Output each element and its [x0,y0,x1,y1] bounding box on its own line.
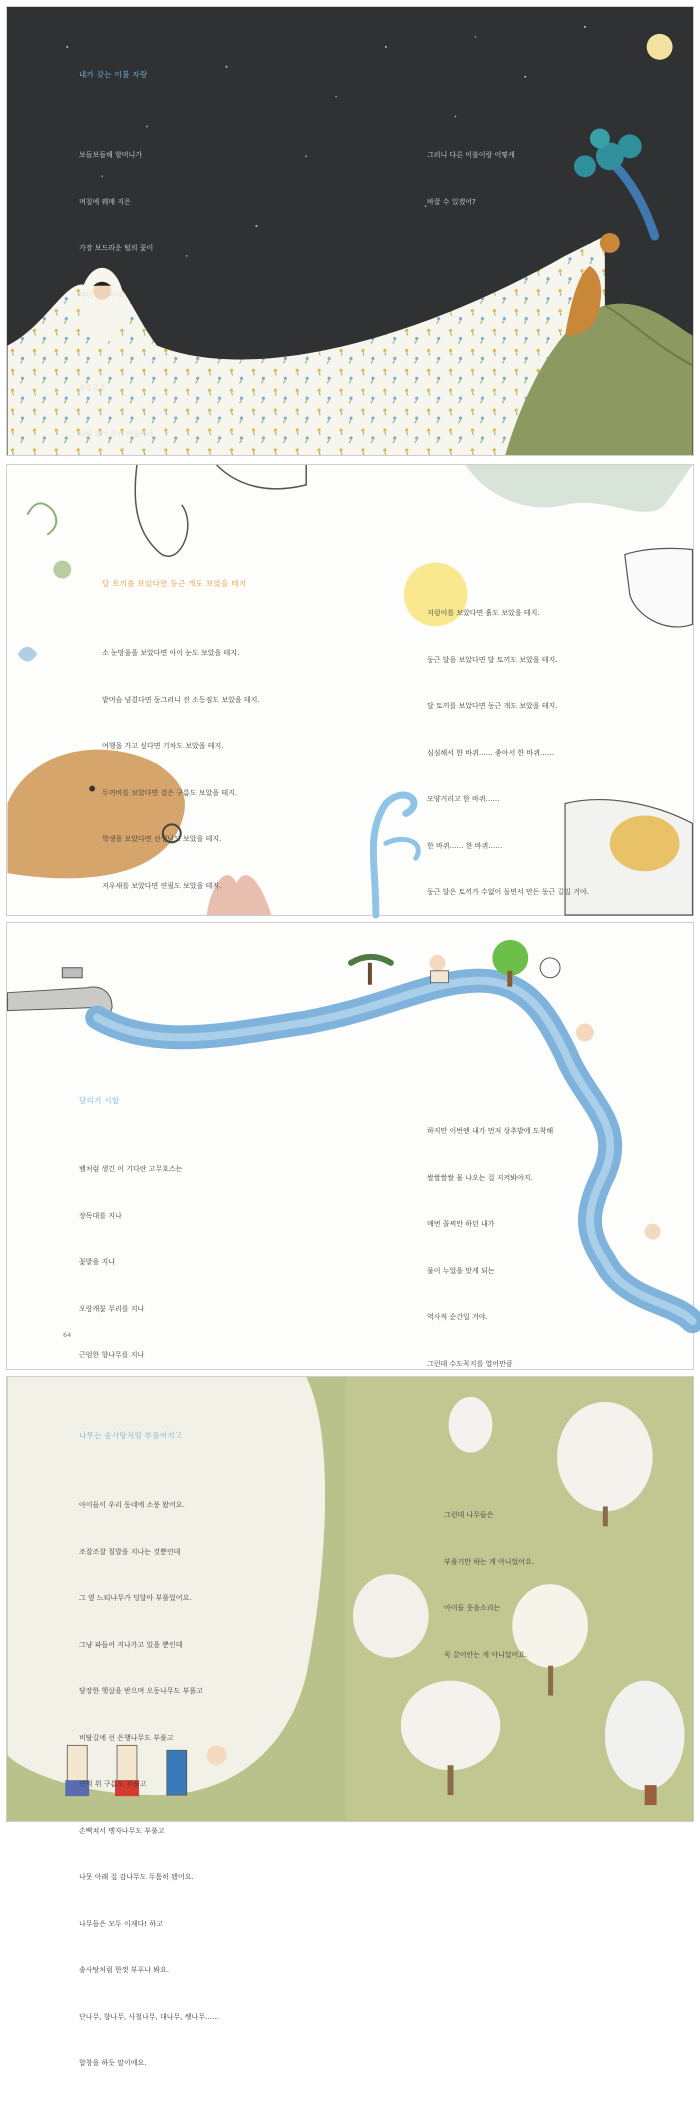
poem-line: 둥근 달을 보았다면 달 토끼도 보았을 테지. [427,655,558,664]
curly-tree [373,795,414,915]
poem-line: 장독대를 지나 [79,1211,122,1220]
puffy-tree [449,1397,493,1453]
vine-left [27,503,56,534]
green-hill [465,465,692,512]
poem-line [79,334,153,350]
poem-left-column [102,615,260,925]
poem-line: 심심해서 한 바퀴…… 좋아서 한 바퀴…… [427,748,555,757]
poem-line: 역사적 순간일 거야. [427,1313,488,1321]
poem-line: 오랑캐꽃 무리를 지나 [79,1304,145,1313]
poem-line: 나를 덮어 주는 이불에서 [79,430,154,438]
poem-line: 하지만 이번엔 내가 먼저 상추밭에 도착해 [427,1127,554,1135]
poem-line: 나뭇 아래 집 감나무도 두툼히 됐어요. [79,1873,194,1881]
poem-right-column [427,117,515,241]
poem-line: 둥근 달은 토끼가 수없이 돌면서 만든 둥근 길일 거야. [427,888,590,896]
kid-swimming [645,1224,661,1240]
kid-sliding [576,1024,594,1042]
poem-line: 지렁이를 보았다면 흙도 보았을 테지. [427,609,540,617]
poem-line: 한 바퀴…… 한 바퀴…… [427,841,503,850]
spread-moon-rabbit-poem [6,464,694,916]
poem-line: 조잘조잘 칠발을 지나는 것뿐인데 [79,1547,181,1556]
poem-line: 뱀처럼 생긴 이 기다란 고무호스는 [79,1165,183,1173]
poem-line: 바꿀 수 있겠어? [427,197,476,206]
poem-line: 물이 누었을 맛게 되는 [427,1266,495,1275]
page-number: 64 [63,1331,72,1339]
poem-line: 나무들은 모두 이제다! 하고 [79,1919,163,1928]
spread-race-poem [6,922,694,1370]
spread-cotton-candy-trees-poem [6,1376,694,2067]
poem-line: 소 눈망울을 보았다면 아이 눈도 보았을 테지. [102,649,240,657]
poem-line: 피던 이불이야. [79,290,125,299]
poem-line: 부풀기만 하는 게 아니었어요. [444,1557,535,1566]
poem-title: 나무는 솜사탕처럼 부풀어지고 [79,1431,183,1440]
running-kid [430,955,446,971]
green-tree [492,940,528,976]
poem-title: 내가 갖는 이불 자랑 [79,70,148,79]
puffy-tree [605,1681,685,1791]
poem-line: 그런데 수도꼭지를 열어만큼 [427,1359,513,1368]
poem-line: 아이들 웃음소리는 [444,1604,501,1612]
poem-title: 달 토끼를 보았다면 둥근 개도 보았을 테지 [102,579,247,588]
puppy [540,958,560,978]
poem-line: 보들보들해 할머니가 [79,151,143,159]
poem-line: 달 토끼를 보았다면 둥근 개도 보았을 테지. [427,702,558,710]
poem-line: 단나무, 향나무, 사철나무, 대나무, 쌩나무…… [79,2012,219,2021]
poem-line: 며칠에 꿰매 지은 [79,197,131,206]
poem-line: 손뼉쳐서 맹자나무도 부풀고 [79,1826,165,1835]
poem-line: 그냥 파들어 지나가고 있을 뿐인데 [79,1640,183,1649]
poem-line: 초롱초롱 [79,383,107,392]
poem-line: 그 옆 느티나무가 덩달아 부풀었어요. [79,1594,192,1602]
poem-right-column [444,1477,534,1694]
poem-line: 가장 보드라운 털의 꽃이 [79,244,154,252]
pine-tree [351,957,391,963]
poem-line: 모양거리고 한 바퀴…… [427,795,500,803]
poem-line: 그러니 다른 이불이랑 어떻게 [427,151,515,159]
polar-bear [625,548,693,627]
poem-line: 근엄한 향나무를 지나 [79,1351,145,1359]
poem-line: 아이들이 우리 동네에 소풍 왔어요. [79,1501,185,1509]
poem-line: 저우새를 보았다면 연필도 보았을 테지. [102,881,222,890]
poem-line: 언덕 위 구름도 부풀고 [79,1780,147,1788]
poem-line: 쌀쌀쌀쌀 물 나오는 걸 지켜봐야지. [427,1173,533,1182]
poem-line: 밭머슴 넘겼다면 둥그러니 진 소등짐도 보았을 테지. [102,695,260,704]
poem-line: 매번 꼴찌만 하던 내가 [427,1220,495,1228]
puffy-tree [557,1402,653,1512]
poem-line: 합창을 하듯 말이에요. [79,2059,147,2067]
poem-title: 달리기 시합 [79,1096,120,1105]
poem-line: 여행을 가고 싶다면 기차도 보았을 테지. [102,742,224,750]
poem-line: 꽃밭을 지나 [79,1258,116,1266]
poem-line: 비탈길에 선 은행나무도 부풀고 [79,1733,174,1742]
moon [647,34,673,60]
poem-line: 꼭 끌어안는 게 아니었어요. [444,1650,528,1659]
poem-left-column [79,1467,219,2103]
poem-line: 담장한 햇살을 받으며 오동나무도 부풀고 [79,1687,203,1695]
poem-line: 그런데 나무들은 [444,1511,494,1519]
spread-quilt-poem [6,6,694,456]
poem-line: 학생을 보았다면 선생님도 보았을 테지. [102,835,222,843]
poem-line: 두꺼비를 보았다면 검은 구름도 보았을 테지. [102,788,238,797]
puffy-tree [401,1681,501,1771]
poem-line: 솜사탕처럼 한껏 부푸나 봐요. [79,1966,170,1974]
puffy-tree [353,1574,429,1658]
